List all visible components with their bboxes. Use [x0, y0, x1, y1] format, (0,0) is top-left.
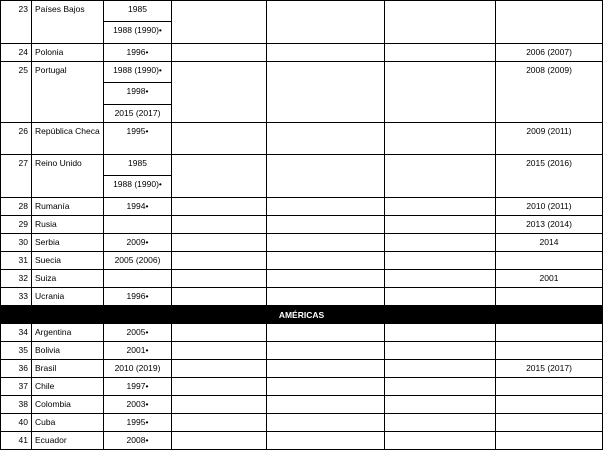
empty-cell	[385, 198, 496, 216]
empty-cell	[267, 44, 385, 62]
country-name: Serbia	[32, 234, 104, 252]
last-year-cell: 2014	[496, 234, 603, 252]
empty-cell	[172, 324, 267, 342]
empty-cell	[267, 234, 385, 252]
table-row	[1, 216, 603, 234]
last-year-cell: 2006 (2007)	[496, 44, 603, 62]
year-cell: 2010 (2019)	[104, 360, 172, 378]
empty-cell	[385, 44, 496, 62]
empty-cell	[267, 123, 385, 155]
empty-cell	[267, 252, 385, 270]
year-cell: 1985	[104, 1, 172, 22]
row-number: 37	[1, 378, 32, 396]
empty-cell	[385, 216, 496, 234]
empty-cell	[172, 288, 267, 306]
empty-cell	[172, 155, 267, 198]
empty-cell	[385, 378, 496, 396]
empty-cell	[267, 155, 385, 198]
row-number: 29	[1, 216, 32, 234]
empty-cell	[172, 414, 267, 432]
year-cell: 1988 (1990)•	[104, 22, 172, 44]
empty-cell	[172, 216, 267, 234]
year-cell: 2003•	[104, 396, 172, 414]
last-year-cell: 2008 (2009)	[496, 62, 603, 123]
table-row	[1, 234, 603, 252]
last-year-cell: 2001	[496, 270, 603, 288]
row-number: 24	[1, 44, 32, 62]
empty-cell	[172, 1, 267, 44]
table-row	[1, 378, 603, 396]
row-number: 27	[1, 155, 32, 198]
row-number: 26	[1, 123, 32, 155]
country-name: Suecia	[32, 252, 104, 270]
empty-cell	[385, 270, 496, 288]
row-number: 36	[1, 360, 32, 378]
table-row	[1, 270, 603, 288]
empty-cell	[385, 123, 496, 155]
year-cell	[104, 270, 172, 288]
table-body	[1, 1, 603, 450]
empty-cell	[267, 378, 385, 396]
empty-cell	[172, 432, 267, 450]
country-name: Brasil	[32, 360, 104, 378]
empty-cell	[385, 360, 496, 378]
year-cell: 2005•	[104, 324, 172, 342]
table-row	[1, 1, 603, 22]
year-cell: 1996•	[104, 44, 172, 62]
country-name: Colombia	[32, 396, 104, 414]
row-number: 23	[1, 1, 32, 44]
country-name: Países Bajos	[32, 1, 104, 44]
country-name: Ucrania	[32, 288, 104, 306]
empty-cell	[172, 342, 267, 360]
year-cell: 1996•	[104, 288, 172, 306]
empty-cell	[385, 1, 496, 44]
row-number: 31	[1, 252, 32, 270]
empty-cell	[267, 270, 385, 288]
table-row	[1, 360, 603, 378]
table-row	[1, 288, 603, 306]
year-cell: 1994•	[104, 198, 172, 216]
section-header-row	[1, 306, 603, 324]
row-number: 34	[1, 324, 32, 342]
last-year-cell: 2010 (2011)	[496, 198, 603, 216]
last-year-cell	[496, 288, 603, 306]
empty-cell	[385, 432, 496, 450]
row-number: 41	[1, 432, 32, 450]
table-row	[1, 252, 603, 270]
empty-cell	[385, 324, 496, 342]
empty-cell	[385, 252, 496, 270]
table-row	[1, 198, 603, 216]
last-year-cell	[496, 378, 603, 396]
last-year-cell: 2009 (2011)	[496, 123, 603, 155]
table-row	[1, 155, 603, 176]
row-number: 30	[1, 234, 32, 252]
empty-cell	[172, 123, 267, 155]
empty-cell	[172, 234, 267, 252]
year-cell: 2009•	[104, 234, 172, 252]
empty-cell	[385, 62, 496, 123]
year-cell: 2015 (2017)	[104, 105, 172, 123]
empty-cell	[267, 1, 385, 44]
empty-cell	[172, 270, 267, 288]
row-number: 28	[1, 198, 32, 216]
empty-cell	[172, 378, 267, 396]
country-name: República Checa	[32, 123, 104, 155]
empty-cell	[267, 414, 385, 432]
table-row	[1, 62, 603, 83]
country-name: Suiza	[32, 270, 104, 288]
empty-cell	[172, 44, 267, 62]
empty-cell	[172, 198, 267, 216]
country-name: Bolivia	[32, 342, 104, 360]
year-cell: 1995•	[104, 414, 172, 432]
table-row	[1, 342, 603, 360]
country-name: Rumanía	[32, 198, 104, 216]
year-cell: 1988 (1990)•	[104, 62, 172, 83]
table-row	[1, 432, 603, 450]
empty-cell	[267, 342, 385, 360]
last-year-cell: 2015 (2017)	[496, 360, 603, 378]
section-header: AMÉRICAS	[1, 306, 603, 324]
row-number: 35	[1, 342, 32, 360]
year-cell: 2008•	[104, 432, 172, 450]
empty-cell	[385, 342, 496, 360]
empty-cell	[267, 198, 385, 216]
year-cell: 1997•	[104, 378, 172, 396]
table-row	[1, 44, 603, 62]
last-year-cell	[496, 252, 603, 270]
year-cell: 1998•	[104, 83, 172, 105]
empty-cell	[267, 62, 385, 123]
last-year-cell	[496, 396, 603, 414]
last-year-cell	[496, 414, 603, 432]
table-row	[1, 324, 603, 342]
country-name: Ecuador	[32, 432, 104, 450]
table-row	[1, 396, 603, 414]
empty-cell	[267, 216, 385, 234]
country-name: Reino Unido	[32, 155, 104, 198]
empty-cell	[267, 360, 385, 378]
country-name: Cuba	[32, 414, 104, 432]
year-cell: 1995•	[104, 123, 172, 155]
country-name: Portugal	[32, 62, 104, 123]
year-cell	[104, 216, 172, 234]
year-cell: 2001•	[104, 342, 172, 360]
empty-cell	[172, 252, 267, 270]
empty-cell	[385, 288, 496, 306]
country-name: Rusia	[32, 216, 104, 234]
row-number: 38	[1, 396, 32, 414]
empty-cell	[267, 288, 385, 306]
last-year-cell	[496, 324, 603, 342]
empty-cell	[385, 234, 496, 252]
table-row	[1, 414, 603, 432]
year-cell: 1988 (1990)•	[104, 176, 172, 198]
last-year-cell: 2013 (2014)	[496, 216, 603, 234]
year-cell: 2005 (2006)	[104, 252, 172, 270]
empty-cell	[267, 396, 385, 414]
last-year-cell	[496, 342, 603, 360]
last-year-cell	[496, 1, 603, 44]
year-cell: 1985	[104, 155, 172, 176]
row-number: 25	[1, 62, 32, 123]
row-number: 32	[1, 270, 32, 288]
empty-cell	[267, 432, 385, 450]
row-number: 33	[1, 288, 32, 306]
last-year-cell	[496, 432, 603, 450]
last-year-cell: 2015 (2016)	[496, 155, 603, 198]
country-name: Chile	[32, 378, 104, 396]
table-row	[1, 123, 603, 155]
row-number: 40	[1, 414, 32, 432]
country-name: Argentina	[32, 324, 104, 342]
empty-cell	[385, 396, 496, 414]
empty-cell	[172, 360, 267, 378]
empty-cell	[385, 155, 496, 198]
empty-cell	[172, 396, 267, 414]
empty-cell	[385, 414, 496, 432]
empty-cell	[172, 62, 267, 123]
country-name: Polonia	[32, 44, 104, 62]
empty-cell	[267, 324, 385, 342]
